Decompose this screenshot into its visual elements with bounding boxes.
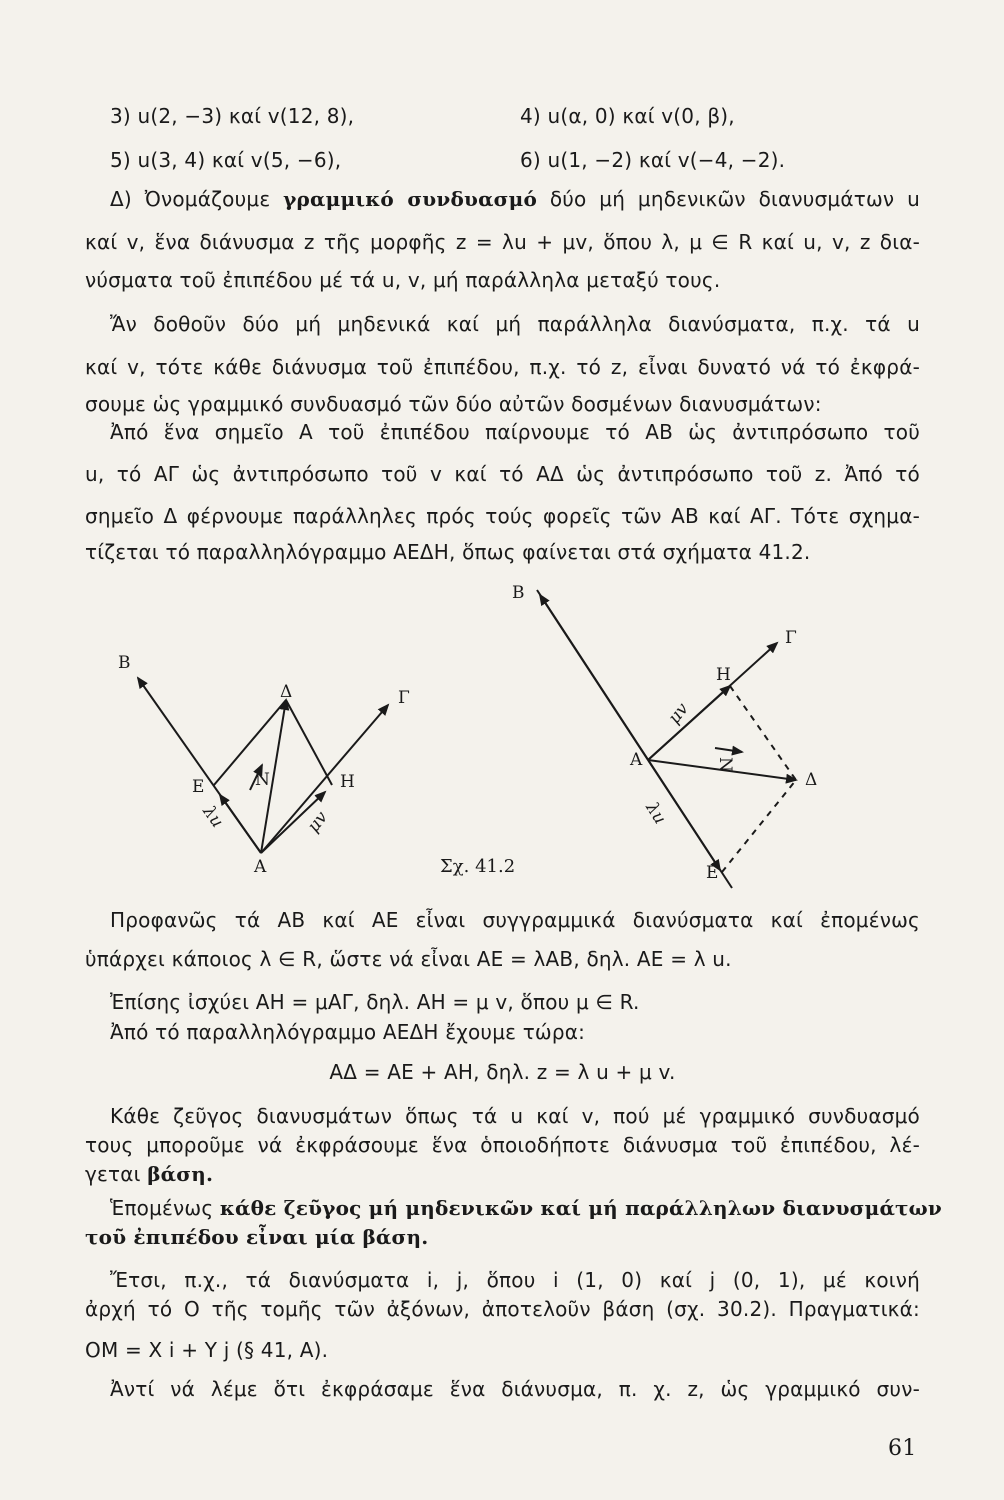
right-label-B: Β [512, 583, 525, 603]
left-label-E: Ε [192, 777, 205, 797]
definition-term: γραμμικό συνδυασμό [283, 187, 537, 211]
figure-41-2 [0, 570, 1004, 900]
definition-line-1 [110, 187, 920, 211]
basis-statement-1: κάθε ζεῦγος μή μηδενικῶν καί μή παράλληλων διανυσμάτων [219, 1196, 943, 1220]
paragraph-7-line-2: τους μποροῦμε νά ἐκφράσουμε ἕνα ὁποιοδήποτε διάνυσμα τοῦ ἐπιπέδου, λέ- [85, 1133, 920, 1157]
right-label-Delta: Δ [805, 770, 818, 790]
left-label-mv: μv [303, 807, 333, 837]
left-label-B: Β [118, 653, 131, 673]
left-label-N: Ν [255, 770, 270, 790]
paragraph-8-line-2 [85, 1225, 428, 1249]
left-label-H: Η [340, 772, 355, 792]
right-label-E: Ε [706, 863, 719, 883]
paragraph-9-line-3: ΟΜ = Χ i + Υ j (§ 41, Α). [85, 1338, 329, 1362]
basis-term: βάση. [147, 1162, 214, 1186]
left-label-Gamma: Γ [398, 688, 410, 708]
definition-line-2: καί v, ἕνα διάνυσμα z τῆς μορφῆς z = λu + μv, ὅπου λ, μ ∈ R καί u, v, z δια- [85, 230, 920, 254]
paragraph-10: Ἀντί νά λέμε ὅτι ἐκφράσαμε ἕνα διάνυσμα, π. χ. z, ὡς γραμμικό συν- [110, 1377, 920, 1401]
figure-caption: Σχ. 41.2 [440, 856, 516, 877]
left-label-Delta: Δ [280, 682, 293, 702]
right-label-mv: μv [664, 699, 693, 728]
paragraph-9-line-1: Ἔτσι, π.χ., τά διανύσματα i, j, ὅπου i (1, 0) καί j (0, 1), μέ κοινή [110, 1268, 920, 1292]
definition-line-3: νύσματα τοῦ ἐπιπέδου μέ τά u, v, μή παράλληλα μεταξύ τους. [85, 268, 721, 292]
right-diagram [537, 590, 796, 888]
paragraph-2-line-2: καί v, τότε κάθε διάνυσμα τοῦ ἐπιπέδου, π.χ. τό z, εἶναι δυνατό νά τό ἐκφρά- [85, 355, 920, 379]
definition-intro: Δ) Ὀνομάζουμε [110, 187, 271, 211]
paragraph-2-line-3: σουμε ὡς γραμμικό συνδυασμό τῶν δύο αὐτῶν δοσμένων διανυσμάτων: [85, 392, 822, 416]
basis-intro: γεται [85, 1162, 141, 1186]
left-label-lu: λu [198, 802, 228, 832]
right-label-N: Ν [715, 757, 735, 772]
paragraph-4-line-2: ὑπάρχει κάποιος λ ∈ R, ὥστε νά εἶναι ΑΕ = λΑΒ, δηλ. ΑΕ = λ u. [85, 947, 732, 971]
paragraph-9-line-2: ἀρχή τό Ο τῆς τομῆς τῶν ἀξόνων, ἀποτελοῦν βάση (σχ. 30.2). Πραγματικά: [85, 1297, 920, 1321]
right-dashed-HD [730, 686, 796, 780]
paragraph-8-line-1 [110, 1196, 943, 1220]
paragraph-7-line-3 [85, 1162, 213, 1186]
left-vector-AG [261, 705, 388, 853]
exercise-4 [520, 104, 735, 128]
exercise-6-text: 6) u(1, −2) καί v(−4, −2). [520, 148, 786, 172]
right-vector-AB [540, 595, 648, 760]
exercise-5 [110, 148, 341, 172]
page-number: 61 [888, 1436, 917, 1461]
right-label-A: Α [630, 750, 643, 770]
exercise-5-text: 5) u(3, 4) καί v(5, −6), [110, 148, 342, 172]
right-vector-N [715, 748, 742, 752]
paragraph-2-line-1: Ἄν δοθοῦν δύο μή μηδενικά καί μή παράλληλα διανύσματα, π.χ. τά u [110, 312, 920, 336]
paragraph-3-line-3: σημεῖο Δ φέρνουμε παράλληλες πρός τούς φορεῖς τῶν ΑΒ καί ΑΓ. Τότε σχημα- [85, 504, 920, 528]
right-dashed-ED [722, 780, 796, 872]
right-label-H: Η [716, 665, 731, 685]
left-diagram [138, 678, 388, 853]
paragraph-3-line-2: u, τό ΑΓ ὡς ἀντιπρόσωπο τοῦ v καί τό ΑΔ ὡς ἀντιπρόσωπο τοῦ z. Ἀπό τό [85, 462, 920, 486]
left-vector-AE [220, 795, 261, 853]
paragraph-4-line-1: Προφανῶς τά ΑΒ καί ΑΕ εἶναι συγγραμμικά διανύσματα καί ἐπομένως [110, 908, 920, 932]
paragraph-5: Ἐπίσης ἰσχύει ΑΗ = μΑΓ, δηλ. ΑΗ = μ v, ὅπου μ ∈ R. [110, 990, 640, 1014]
right-label-lu: λu [641, 798, 670, 828]
paragraph-3-line-1: Ἀπό ἕνα σημεῖο Α τοῦ ἐπιπέδου παίρνουμε τό ΑΒ ὡς ἀντιπρόσωπο τοῦ [110, 420, 920, 444]
definition-rest: δύο μή μηδενικῶν διανυσμάτων u [549, 187, 920, 211]
basis-statement-2: τοῦ ἐπιπέδου εἶναι μία βάση. [85, 1225, 429, 1249]
exercise-3-text: 3) u(2, −3) καί v(12, 8), [110, 104, 355, 128]
exercise-6 [520, 148, 785, 172]
paragraph-6: Ἀπό τό παραλληλόγραμμο ΑΕΔΗ ἔχουμε τώρα: [110, 1020, 586, 1044]
exercise-4-text: 4) u(α, 0) καί v(0, β), [520, 104, 735, 128]
right-label-Gamma: Γ [785, 628, 797, 648]
left-label-A: Α [254, 857, 267, 877]
basis-conclusion-intro: Ἑπομένως [110, 1196, 214, 1220]
paragraph-3-line-4: τίζεται τό παραλληλόγραμμο ΑΕΔΗ, ὅπως φαίνεται στά σχήματα 41.2. [85, 540, 811, 564]
equation: ΑΔ = ΑΕ + ΑΗ, δηλ. z = λ u + μ v. [329, 1060, 676, 1084]
left-line-DH [286, 700, 332, 785]
paragraph-7-line-1: Κάθε ζεῦγος διανυσμάτων ὅπως τά u καί v, πού μέ γραμμικό συνδυασμό [110, 1104, 920, 1128]
exercise-3 [110, 104, 354, 128]
